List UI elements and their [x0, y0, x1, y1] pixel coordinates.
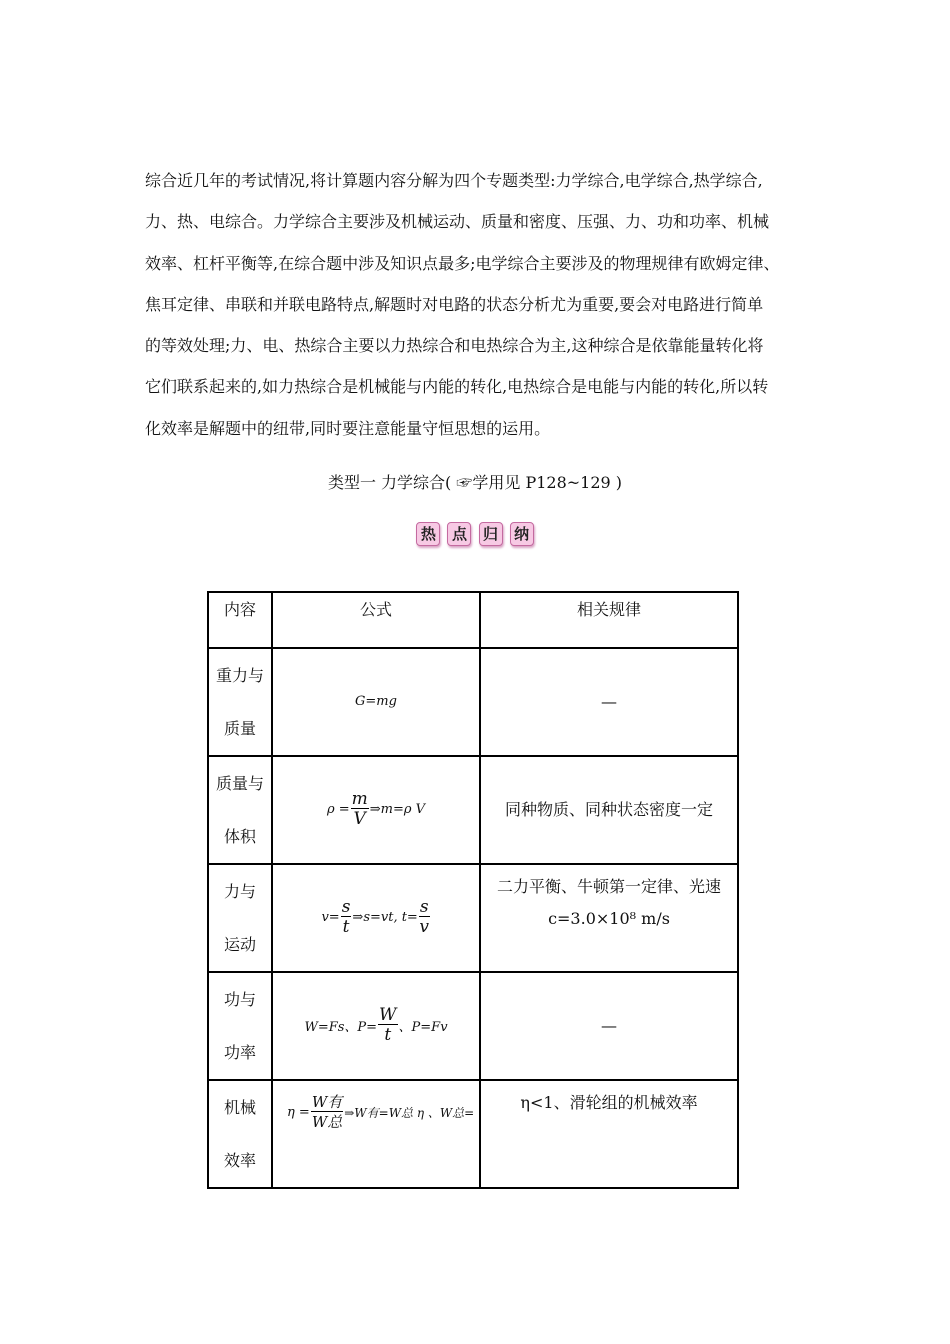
formula-table [207, 591, 739, 1189]
numerator: m [351, 789, 368, 809]
formula-cell [272, 864, 480, 972]
law-text: 同种物质、同种状态密度一定 [504, 799, 713, 819]
formula [287, 1093, 474, 1132]
topic-line: 体积 [223, 827, 256, 846]
denominator: v [419, 917, 429, 937]
intro-line: 力、热、电综合。力学综合主要涉及机械运动、质量和密度、压强、力、功和功率、机械 [145, 212, 770, 232]
fraction [351, 790, 369, 829]
formula-part: ρ = [326, 802, 350, 817]
denominator: W总 [311, 1113, 343, 1131]
table-row [208, 972, 738, 1080]
topic-cell [208, 1080, 272, 1188]
formula [327, 757, 425, 862]
topic-cell [208, 864, 272, 972]
fraction [341, 898, 352, 937]
intro-line: 焦耳定律、串联和并联电路特点,解题时对电路的状态分析尤为重要,要会对电路进行简单 [145, 294, 764, 314]
formula-cell [272, 972, 480, 1080]
law-text: c=3.0×10⁸ m/s [548, 909, 670, 928]
formula-cell [272, 648, 480, 756]
table-row [208, 864, 738, 972]
topic-line: 质量 [223, 719, 256, 738]
topic-line: 功与 [223, 990, 256, 1009]
formula-part: ⇒s=vt, t= [352, 910, 418, 925]
topic-cell [208, 756, 272, 864]
header-formula: 公式 [272, 592, 480, 648]
intro-line: 综合近几年的考试情况,将计算题内容分解为四个专题类型:力学综合,电学综合,热学综合, [145, 171, 763, 190]
formula-part: η = [287, 1105, 310, 1120]
section-title: 类型一 力学综合( ☞学用见 P128~129 ) [327, 473, 623, 492]
table-header-row [208, 592, 738, 648]
law-text: — [601, 691, 617, 711]
hotspot-summary-badges [0, 522, 950, 546]
numerator: W有 [311, 1093, 343, 1111]
badge-char: 纳 [510, 522, 534, 546]
law-text: η<1、滑轮组的机械效率 [520, 1093, 698, 1112]
topic-line: 力与 [223, 882, 256, 901]
formula [321, 865, 430, 970]
table-row [208, 756, 738, 864]
numerator: s [419, 897, 429, 917]
header-law: 相关规律 [480, 592, 738, 648]
numerator: s [341, 897, 351, 917]
header-content: 内容 [208, 592, 272, 648]
intro-paragraph [145, 160, 815, 449]
fraction [419, 898, 430, 937]
law-cell [480, 648, 738, 756]
badge-char: 热 [416, 522, 440, 546]
topic-line: 功率 [223, 1043, 256, 1062]
denominator: V [353, 809, 366, 829]
numerator: W [379, 1005, 397, 1025]
topic-cell [208, 648, 272, 756]
law-cell [480, 756, 738, 864]
formula: G=mg [355, 694, 397, 709]
law-cell [480, 864, 738, 972]
badge-char: 归 [479, 522, 503, 546]
formula-cell [272, 1080, 480, 1188]
intro-line: 的等效处理;力、电、热综合主要以力热综合和电热综合为主,这种综合是依靠能量转化将 [145, 336, 764, 356]
law-cell [480, 1080, 738, 1188]
topic-line: 机械 [223, 1098, 256, 1117]
formula-part: W=Fs、P= [304, 1020, 378, 1035]
intro-line: 化效率是解题中的纽带,同时要注意能量守恒思想的运用。 [145, 418, 551, 438]
formula-cell [272, 756, 480, 864]
formula-part: v= [321, 910, 340, 925]
law-text: — [601, 1015, 617, 1035]
formula-part: 、P=Fv [398, 1020, 448, 1035]
table-row [208, 1080, 738, 1188]
formula-part: ⇒W有=W总 η 、W总= [344, 1106, 475, 1120]
denominator: t [342, 917, 350, 937]
topic-cell [208, 972, 272, 1080]
intro-line: 效率、杠杆平衡等,在综合题中涉及知识点最多;电学综合主要涉及的物理规律有欧姆定律、 [145, 253, 780, 273]
topic-line: 效率 [223, 1151, 256, 1170]
law-text: 二力平衡、牛顿第一定律、光速 [496, 877, 721, 896]
formula-part: ⇒m=ρ V [369, 802, 426, 817]
denominator: t [384, 1025, 392, 1045]
badge-char: 点 [447, 522, 471, 546]
topic-line: 运动 [223, 935, 256, 954]
topic-line: 质量与 [215, 774, 264, 793]
law-cell [480, 972, 738, 1080]
formula [304, 973, 447, 1078]
intro-line: 它们联系起来的,如力热综合是机械能与内能的转化,电热综合是电能与内能的转化,所以转 [145, 377, 769, 397]
table-row [208, 648, 738, 756]
fraction [311, 1093, 343, 1132]
topic-line: 重力与 [215, 666, 264, 685]
fraction [378, 1006, 397, 1045]
